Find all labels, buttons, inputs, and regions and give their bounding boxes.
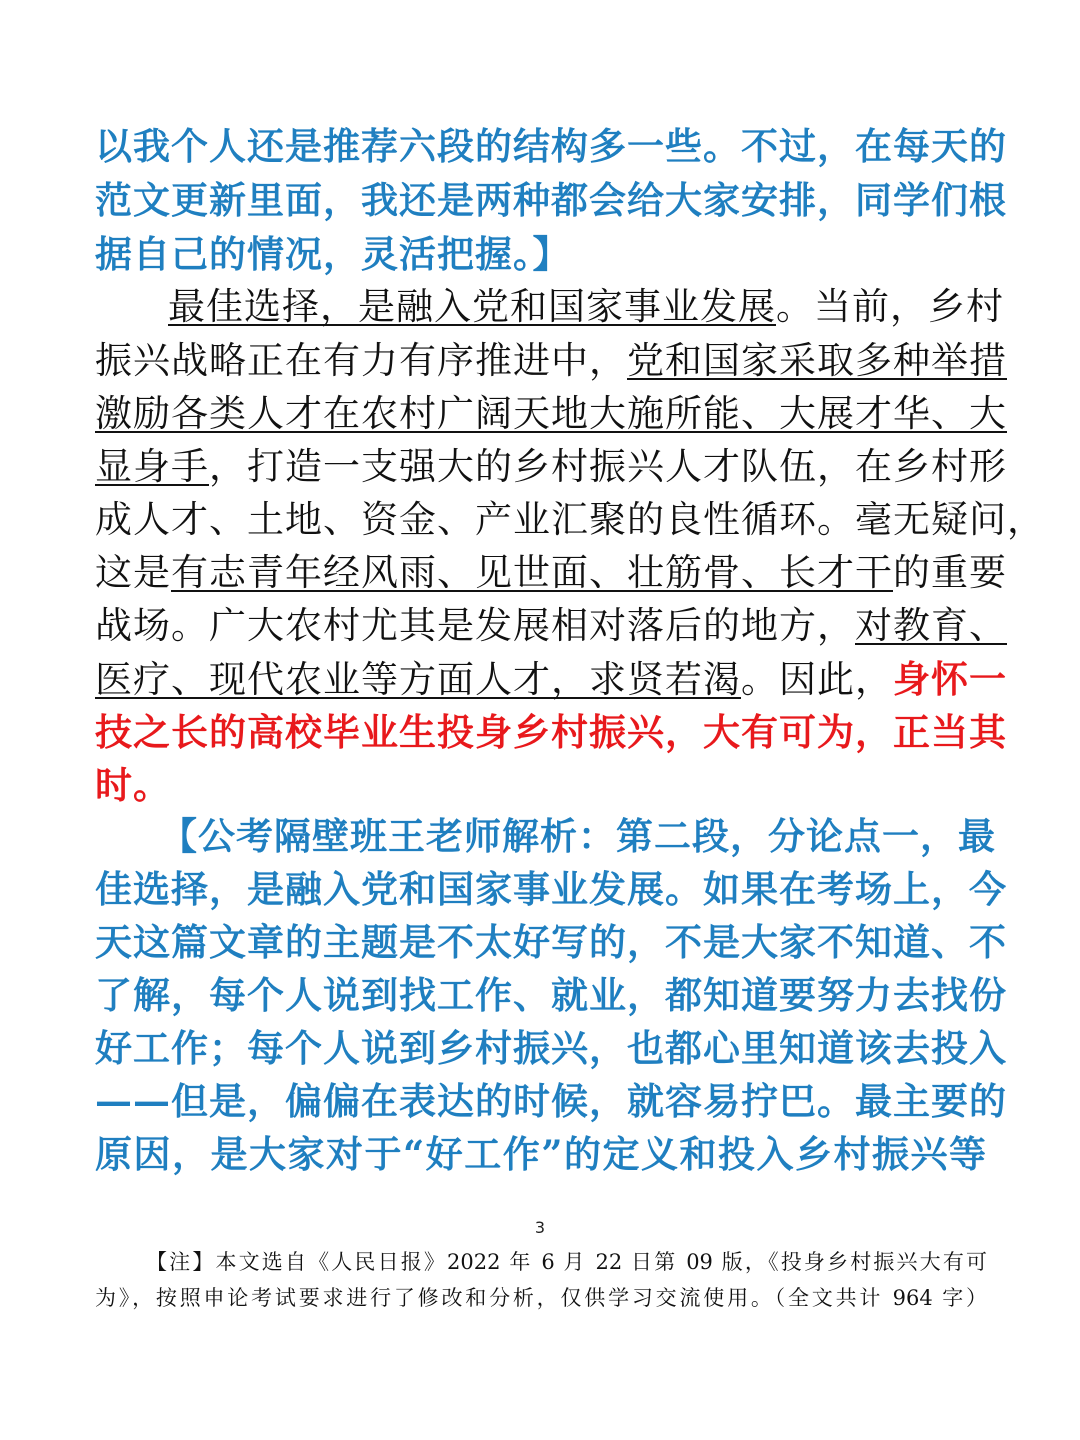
analysis-text-line: 以我个人还是推荐六段的结构多一些。不过，在每天的 (95, 124, 1007, 168)
body-text-line (95, 651, 1007, 707)
body-text-span: 的重要 (893, 551, 1007, 594)
body-text-line (95, 386, 1007, 442)
analysis-text-line: 据自己的情况，灵活把握。】 (95, 232, 571, 276)
underlined-phrase: 显身手 (95, 445, 209, 488)
body-text-line (95, 545, 1007, 601)
analysis-text-line: 好工作；每个人说到乡村振兴，也都心里知道该去投入 (95, 1026, 1007, 1070)
body-text-span: ，打造一支强大的乡村振兴人才队伍，在乡村形 (209, 445, 1007, 488)
body-text-span: 。当前，乡村 (776, 285, 1004, 328)
footnote-line: 为》，按照申论考试要求进行了修改和分析，仅供学习交流使用。（全文共计 964 字） (95, 1286, 987, 1310)
underlined-phrase: 有志青年经风雨、见世面、壮筋骨、长才干 (171, 551, 893, 594)
highlighted-conclusion-line: 技之长的高校毕业生投身乡村振兴，大有可为，正当其 (95, 710, 1007, 754)
underlined-phrase: 最佳选择，是融入党和国家事业发展 (168, 285, 776, 328)
underlined-phrase: 医疗、现代农业等方面人才，求贤若渴 (95, 658, 741, 701)
body-text-line (95, 333, 1007, 389)
body-text-line: 成人才、土地、资金、产业汇聚的良性循环。毫无疑问， (95, 498, 1045, 541)
analysis-text-line: 原因，是大家对于“好工作”的定义和投入乡村振兴等 (95, 1132, 987, 1176)
body-text-span: 。因此， (741, 658, 893, 701)
body-text-span: 这是 (95, 551, 171, 594)
body-text-span: 战场。广大农村尤其是发展相对落后的地方， (95, 604, 855, 647)
underlined-phrase: 党和国家采取多种举措 (627, 339, 1007, 382)
analysis-text-line: ——但是，偏偏在表达的时候，就容易拧巴。最主要的 (95, 1079, 1007, 1123)
body-text-span: 振兴战略正在有力有序推进中， (95, 339, 627, 382)
analysis-text-line: 了解，每个人说到找工作、就业，都知道要努力去找份 (95, 973, 1007, 1017)
page-number: 3 (534, 1218, 546, 1237)
highlighted-conclusion: 身怀一 (893, 657, 1007, 701)
analysis-text-line: 天这篇文章的主题是不太好写的，不是大家不知道、不 (95, 920, 1007, 964)
body-text-line (168, 279, 1004, 335)
underlined-phrase: 对教育、 (855, 604, 1007, 647)
footnote-line: 【注】本文选自《人民日报》2022 年 6 月 22 日第 09 版，《投身乡村振兴大有可 (146, 1250, 987, 1274)
analysis-text-line: 【公考隔壁班王老师解析：第二段，分论点一，最 (160, 814, 996, 858)
analysis-text-line: 范文更新里面，我还是两种都会给大家安排，同学们根 (95, 178, 1007, 222)
analysis-text-line: 佳选择，是融入党和国家事业发展。如果在考场上，今 (95, 867, 1007, 911)
underlined-phrase: 激励各类人才在农村广阔天地大施所能、大展才华、大 (95, 392, 1007, 435)
highlighted-conclusion-line: 时。 (95, 763, 171, 807)
body-text-line (95, 439, 1007, 495)
body-text-line (95, 598, 1007, 654)
